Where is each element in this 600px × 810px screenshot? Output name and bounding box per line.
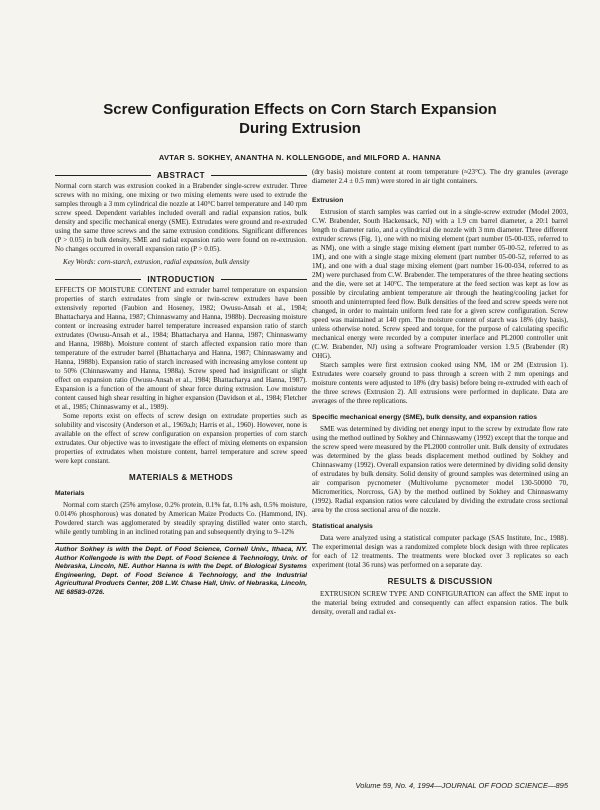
sme-subheading: Specific mechanical energy (SME), bulk density, and expansion ratios (312, 414, 537, 421)
statistics-paragraph: Data were analyzed using a statistical computer package (SAS Institute, Inc., 1988). The experimental design was a randomized complete block design with three replicates for each of 12 treatments. The treatments were blocked over 3 replicates so each experiment (total 36 runs) was performed on a separate day. (312, 534, 568, 569)
author-list: AVTAR S. SOKHEY, ANANTHA N. KOLLENGODE, and MILFORD A. HANNA (158, 153, 442, 162)
results-paragraph: EXTRUSION SCREW TYPE AND CONFIGURATION can affect the SME input to the material being extruded and consequently can affect expansion ratios. The bulk density, overall and radial ex- (312, 590, 568, 616)
divider (55, 175, 151, 176)
extrusion-paragraph-2: Starch samples were first extrusion cooked using NM, 1M or 2M (Extrusion 1). Extrudates were coarsely ground to pass through a screen with 2 mm openings and moisture contents were adjusted to 18% (dry basis) before being re-extruded with each of the three screws (Extrusion 2). All extrusions were performed in duplicate. Data are averages of the three replications. (312, 361, 568, 405)
intro-paragraph-1: EFFECTS OF MOISTURE CONTENT and extruder barrel temperature on expansion properties of starch extrudates from single or twin-screw extruders have been extensively reported (Faubion and Hoseney, 1982; Owusu-Ansah et al., 1984; Bhattacharya and Hanna, 1987; Chinnaswamy and Hanna, 1988b). Decreasing moisture content or increasing extruder barrel temperature increased expansion ratio of starch extrudates (Owusu-Ansah et al., 1984; Bhattacharya and Hanna, 1987; Chinnaswamy and Hanna, 1988b). Moisture content of starch affected expansion ratio more than temperature of the extruder barrel (Bhattacharya and Hanna, 1987; Chinnaswamy and Hanna, 1988b). Expansion ratio of starch increased with increasing amylose content up to 50% (Chinnaswamy and Hanna, 1988a). Screw speed had insignificant or slight effect on expansion ratio (Owusu-Ansah et al., 1984; Bhattacharya and Hanna, 1987). Expansion is a function of the amount of shear force during extrusion. Low moisture content caused high shear resulting in higher expansion (Davidson et al., 1984; Fletcher et al., 1985; Chinnaswamy et al., 1989). (55, 286, 307, 411)
abstract-heading: ABSTRACT (157, 171, 205, 180)
results-heading: RESULTS & DISCUSSION (387, 577, 493, 586)
introduction-heading-row (55, 275, 307, 284)
title-line-2: During Extrusion (239, 120, 361, 137)
introduction-heading: INTRODUCTION (147, 275, 215, 284)
statistics-subheading: Statistical analysis (312, 523, 373, 530)
extrusion-paragraph-1: Extrusion of starch samples was carried out in a single-screw extruder (Model 2003, C.W. Brabender, South Hackensack, NJ) with a 1.9 cm barrel diameter, a 20:1 barrel length to diameter ratio, and a cylindrical die nozzle with 3 mm diameter. Three different extruder screws (Fig. 1), one with no mixing element (part number 05-00-035, referred to as NM), one with a single stage mixing element (part number 05-00-52, referred to as 1M), and one with a single stage mixing element (part number 05-00-52, referred to as 1M), and one with a dual stage mixing element (part number 16-00-034, referred to as 2M) were purchased from C.W. Brabender. The temperatures of the three heating sections and the die, were set at 140°C. The temperature at the feed section was kept as low as possible by circulating ambient temperature air through the heating/cooling jacket for smooth and uninterrupted feed flow. Bulk densities of the feed and screw speeds were not changed, in order to maintain uniform feed rate for a given screw configuration. Screw speed was maintained at 140 rpm. The moisture content of starch was 18% (dry basis), unless otherwise noted. Screw speed and torque, for the purpose of calculating specific mechanical energy were recorded by a computer interface and PL2000 controller unit (C.W. Brabender, NJ) using a software Programloader version 1.9.5 (Brabender (R) OHG). (312, 208, 568, 360)
methods-heading: MATERIALS & METHODS (129, 473, 233, 482)
materials-continued: (dry basis) moisture content at room temperature (≈23°C). The dry granules (average diameter 2.4 ± 0.5 mm) were stored in air tight containers. (312, 168, 568, 185)
author-affiliation: Author Sokhey is with the Dept. of Food Science, Cornell Univ., Ithaca, NY. Author Kollengode is with the Dept. of Food Science & Technology, Univ. of Nebraska, Lincoln, NE. Author Hanna is with the Dept. of Biological Systems Engineering, Dept. of Food Science & Technology, and the Industrial Agricultural Products Center, 208 L.W. Chase Hall, Univ. of Nebraska, Lincoln, NE 68583-0726. (55, 543, 307, 597)
extrusion-subheading: Extrusion (312, 197, 344, 204)
sme-paragraph: SME was determined by dividing net energy input to the screw by extrudate flow rate using the method outlined by Sokhey and Chinnaswamy (1992) except that the torque and the screw speed were measured by the PL2000 controller unit. Bulk density of extrudates was determined by the glass beads displacement method outlined by Sokhey and Chinnaswamy (1992). Overall expansion ratios were determined by dividing solid density of extrudates by bulk density. Solid density of ground samples was determined using an air comparison pycnometer (Multivolume pycnometer model 130-50000 70, Micromeritics, Norcross, GA) by the method outlined by Sokhey and Chinnaswamy (1992). Radial expansion ratios were calculated by dividing the extrudate cross sectional area by the cross sectional area of die nozzle. (312, 425, 568, 514)
divider (221, 279, 307, 280)
keywords: Key Words: corn-starch, extrusion, radial expansion, bulk density (63, 258, 250, 266)
abstract-text: Normal corn starch was extrusion cooked in a Brabender single-screw extruder. Three screws with no mixing, one mixing or two mixing elements were used to extrude the samples through a 3 mm cylindrical die nozzle at 140°C barrel temperature and 140 rpm screw speed. Dependent variables included overall and radial expansion ratios, bulk density and specific mechanical energy (SME). Extrudates were ground and re-extruded using the same three screws and the same extrusion conditions. Significant differences (P > 0.05) in bulk density, SME and radial expansion ratio were found on re-extrusion. No changes occurred in overall expansion ratio (P > 0.05). (55, 182, 307, 253)
divider (55, 279, 141, 280)
abstract-heading-row (55, 171, 307, 180)
journal-footer: Volume 59, No. 4, 1994—JOURNAL OF FOOD SCIENCE—895 (355, 781, 568, 790)
paper-title (60, 100, 540, 138)
materials-subheading: Materials (55, 490, 85, 497)
right-column (312, 168, 568, 617)
left-column (55, 168, 307, 597)
materials-paragraph: Normal corn starch (25% amylose, 0.2% protein, 0.1% fat, 0.1% ash, 0.5% moisture, 0.014% phosphorous) was donated by American Maize Products Co. (Hammond, IN). Powdered starch was agglomerated by steadily spraying distilled water onto starch, while gently tumbling in an inclined rotating pan and subsequently drying to 9–12% (55, 501, 307, 536)
intro-paragraph-2: Some reports exist on effects of screw design on extrudate properties such as solubility and viscosity (Anderson et al., 1969a,b; Harris et al., 1960). However, none is available on the effect of screw configuration on expansion properties of corn starch extrudates. Our objective was to investigate the effect of mixing elements on expansion properties of extrudates when moisture content, barrel temperature and screw speed were kept constant. (55, 412, 307, 465)
title-line-1: Screw Configuration Effects on Corn Starch Expansion (103, 101, 497, 118)
divider (211, 175, 307, 176)
